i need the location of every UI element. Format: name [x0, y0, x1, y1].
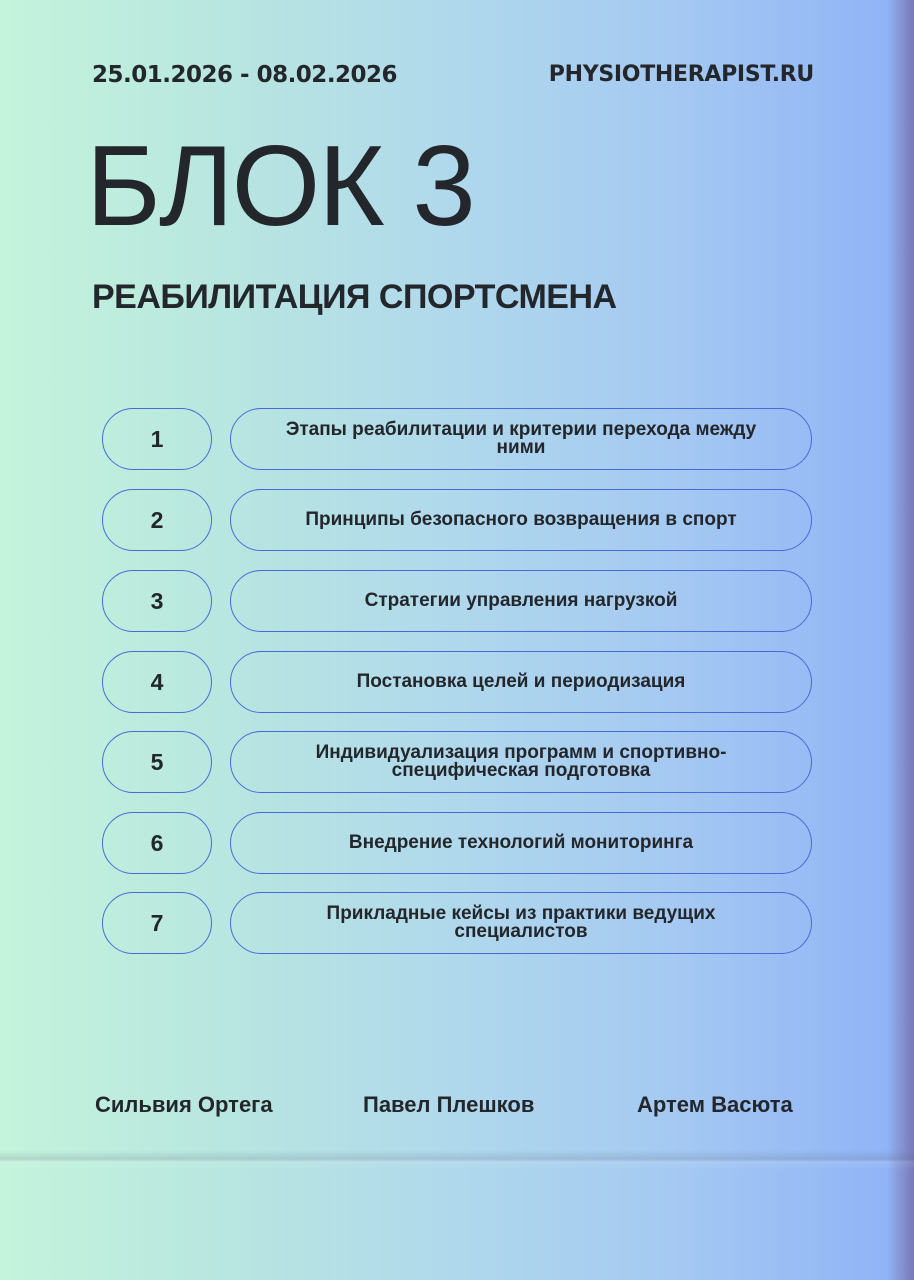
- topic-number: 4: [102, 651, 212, 713]
- topic-title: Постановка целей и периодизация: [230, 651, 812, 713]
- topic-title: Этапы реабилитации и критерии перехода между ними: [230, 408, 812, 470]
- topic-item: [102, 570, 812, 634]
- speaker-name: Артем Васюта: [637, 1092, 793, 1117]
- page-title: БЛОК 3: [86, 123, 474, 250]
- page-subtitle: РЕАБИЛИТАЦИЯ СПОРТСМЕНА: [92, 278, 617, 316]
- topic-number: 7: [102, 892, 212, 954]
- speaker-list: [0, 1092, 914, 1122]
- topic-item: [102, 651, 812, 715]
- page-edge-shadow: [888, 0, 914, 1280]
- topic-number: 2: [102, 489, 212, 551]
- topic-number: 1: [102, 408, 212, 470]
- topic-item: [102, 812, 812, 876]
- topic-item: [102, 731, 812, 795]
- topic-item: [102, 489, 812, 553]
- speaker-name: Сильвия Ортега: [95, 1092, 273, 1117]
- site-name: PHYSIOTHERAPIST.RU: [548, 62, 814, 87]
- topic-title: Внедрение технологий мониторинга: [230, 812, 812, 874]
- topic-number: 3: [102, 570, 212, 632]
- topic-number: 5: [102, 731, 212, 793]
- topic-title: Прикладные кейсы из практики ведущих специалистов: [230, 892, 812, 954]
- speaker-name: Павел Плешков: [363, 1092, 535, 1117]
- topic-title: Индивидуализация программ и спортивно-специфическая подготовка: [230, 731, 812, 793]
- topic-number: 6: [102, 812, 212, 874]
- topic-item: [102, 408, 812, 472]
- paper-fold-line: [0, 1150, 914, 1170]
- topic-title: Принципы безопасного возвращения в спорт: [230, 489, 812, 551]
- topic-item: [102, 892, 812, 956]
- topic-title: Стратегии управления нагрузкой: [230, 570, 812, 632]
- date-range: 25.01.2026 - 08.02.2026: [92, 62, 398, 88]
